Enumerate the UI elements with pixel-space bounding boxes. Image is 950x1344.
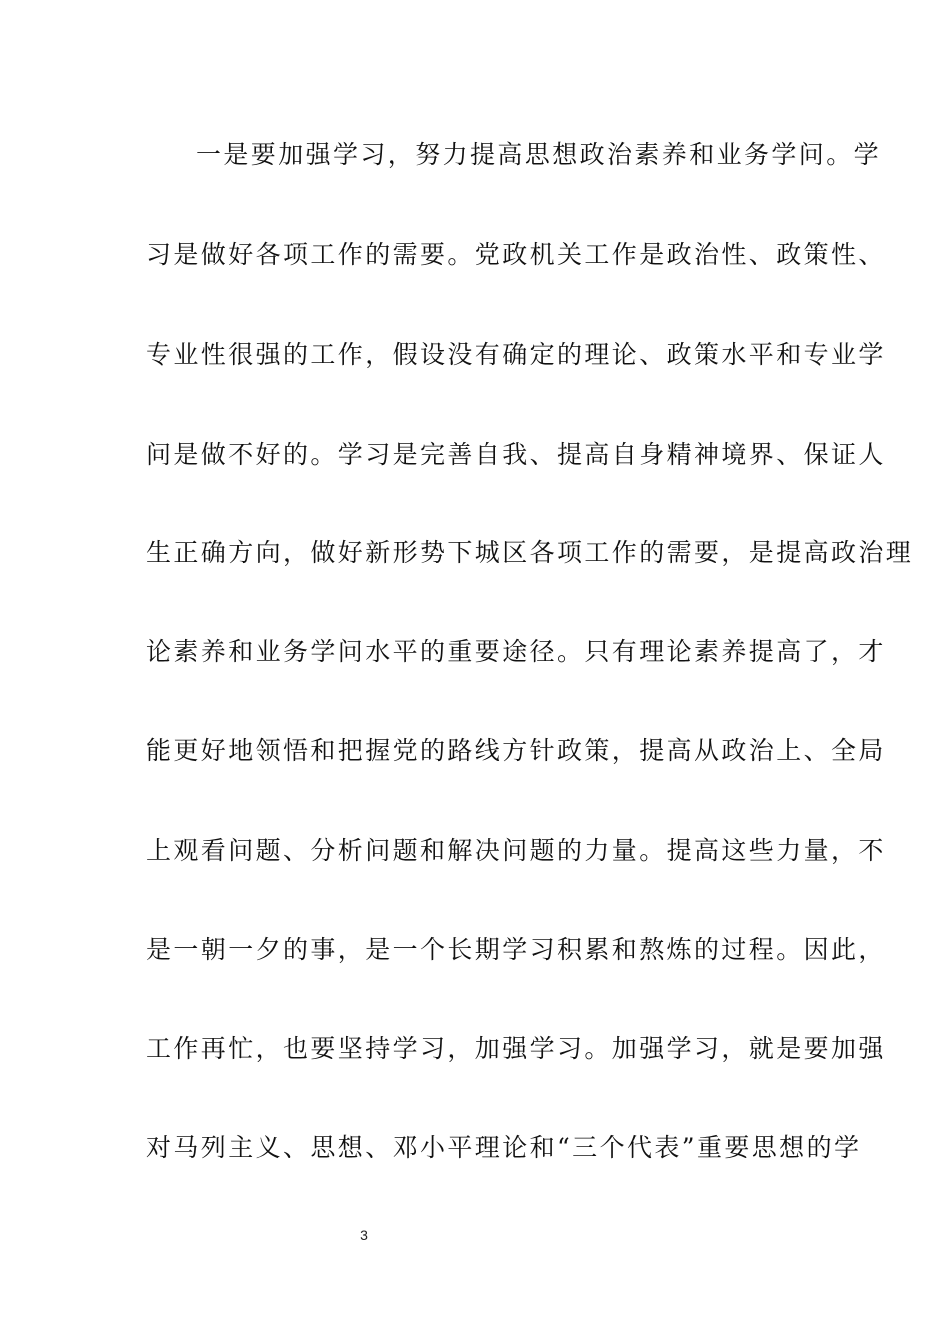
- paragraph-line-8: 上观看问题、分析问题和解决问题的力量。提高这些力量，不: [146, 836, 886, 865]
- paragraph-line-11: 对马列主义、思想、邓小平理论和“三个代表”重要思想的学: [146, 1133, 862, 1162]
- paragraph-line-2: 习是做好各项工作的需要。党政机关工作是政治性、政策性、: [146, 240, 886, 269]
- paragraph-line-3: 专业性很强的工作，假设没有确定的理论、政策水平和专业学: [146, 340, 886, 369]
- paragraph-line-5: 生正确方向，做好新形势下城区各项工作的需要，是提高政治理: [146, 538, 914, 567]
- paragraph-line-10: 工作再忙，也要坚持学习，加强学习。加强学习，就是要加强: [146, 1034, 886, 1063]
- paragraph-line-4: 问是做不好的。学习是完善自我、提高自身精神境界、保证人: [146, 440, 886, 469]
- paragraph-line-6: 论素养和业务学问水平的重要途径。只有理论素养提高了，才: [146, 637, 886, 666]
- paragraph-line-7: 能更好地领悟和把握党的路线方针政策，提高从政治上、全局: [146, 736, 886, 765]
- paragraph-line-1: 一是要加强学习，努力提高思想政治素养和业务学问。学: [196, 140, 882, 169]
- paragraph-line-9: 是一朝一夕的事，是一个长期学习积累和熬炼的过程。因此，: [146, 935, 886, 964]
- page-number: 3: [360, 1227, 368, 1243]
